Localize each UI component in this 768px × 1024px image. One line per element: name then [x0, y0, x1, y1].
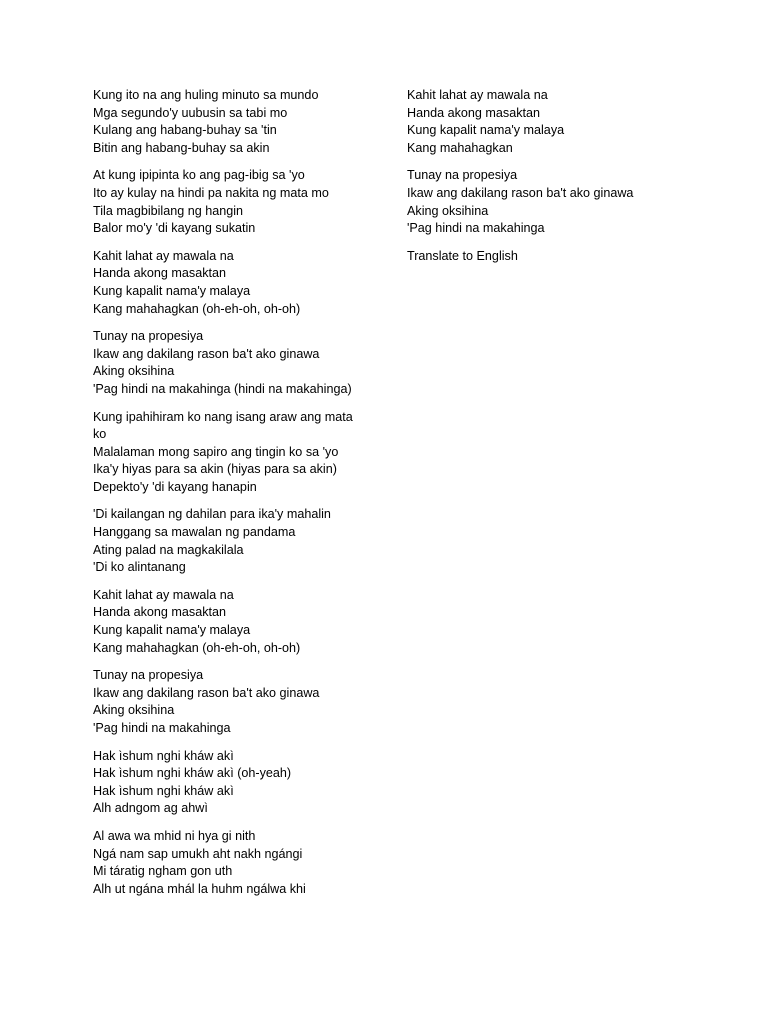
- text-line: Kahit lahat ay mawala na: [407, 88, 548, 102]
- stanza: [407, 87, 687, 157]
- text-line: Bitin ang habang-buhay sa akin: [93, 140, 270, 155]
- stanza: [93, 667, 368, 737]
- text-line: Ikaw ang dakilang rason ba't ako ginawa: [93, 346, 320, 361]
- text-line: Ikaw ang dakilang rason ba't ako ginawa: [407, 185, 634, 200]
- text-line: Kahit lahat ay mawala na: [93, 587, 234, 602]
- stanza: [93, 748, 368, 818]
- text-line: Ika'y hiyas para sa akin (hiyas para sa akin): [93, 462, 337, 477]
- text-line: 'Di kailangan ng dahilan para ika'y mahalin: [93, 507, 331, 522]
- text-line: Kung kapalit nama'y malaya: [93, 623, 251, 638]
- text-line: Hak ìshum nghi kháw akì: [93, 748, 234, 763]
- text-line: Malalaman mong sapiro ang tingin ko sa 'yo: [93, 444, 339, 459]
- text-line: Kang mahahagkan (oh-eh-oh, oh-oh): [93, 301, 301, 316]
- text-line: Kahit lahat ay mawala na: [93, 248, 234, 263]
- text-line: Kang mahahagkan: [407, 140, 513, 155]
- text-line: Kulang ang habang-buhay sa 'tin: [93, 123, 277, 138]
- stanza: [407, 248, 687, 266]
- stanza: [93, 506, 368, 576]
- text-line: Handa akong masaktan: [407, 105, 541, 120]
- text-line: Kung kapalit nama'y malaya: [407, 123, 565, 138]
- right-column: [407, 87, 687, 275]
- text-line: Alh adngom ag ahwì: [93, 801, 208, 816]
- text-line: Hanggang sa mawalan ng pandama: [93, 525, 296, 540]
- text-line: Kang mahahagkan (oh-eh-oh, oh-oh): [93, 640, 301, 655]
- text-line: Tunay na propesiya: [93, 329, 204, 344]
- text-line: Tila magbibilang ng hangin: [93, 203, 244, 218]
- text-line: Kung ipahihiram ko nang isang araw ang mata ko: [93, 409, 353, 442]
- text-line: Kung ito na ang huling minuto sa mundo: [93, 88, 319, 102]
- text-line: Mi táratig ngham gon uth: [93, 864, 233, 879]
- stanza: [407, 167, 687, 237]
- text-line: Aking oksihina: [93, 364, 175, 379]
- text-line: Al awa wa mhid ni hya gi nith: [93, 828, 256, 843]
- stanza: [93, 248, 368, 318]
- text-line: Tunay na propesiya: [407, 168, 518, 183]
- text-line: 'Pag hindi na makahinga: [93, 721, 231, 735]
- stanza: [93, 87, 368, 157]
- stanza: [93, 328, 368, 398]
- stanza: [93, 587, 368, 657]
- text-line: Ating palad na magkakilala: [93, 542, 244, 557]
- text-line: Translate to English: [407, 248, 518, 263]
- stanza: [93, 409, 368, 497]
- stanza: [93, 167, 368, 237]
- text-line: Ikaw ang dakilang rason ba't ako ginawa: [93, 685, 320, 700]
- text-line: At kung ipipinta ko ang pag-ibig sa 'yo: [93, 168, 305, 183]
- text-line: Alh ut ngána mhál la huhm ngálwa khi: [93, 881, 306, 896]
- text-line: 'Pag hindi na makahinga: [407, 221, 545, 236]
- text-line: Balor mo'y 'di kayang sukatin: [93, 221, 256, 236]
- text-line: Aking oksihina: [407, 203, 489, 218]
- text-line: Hak ìshum nghi kháw akì: [93, 783, 234, 798]
- text-line: Ngá nam sap umukh aht nakh ngángi: [93, 846, 303, 861]
- stanza: [93, 828, 368, 898]
- text-line: Tunay na propesiya: [93, 668, 204, 683]
- text-line: Ito ay kulay na hindi pa nakita ng mata mo: [93, 185, 329, 200]
- text-line: Handa akong masaktan: [93, 605, 227, 620]
- left-column: [93, 87, 368, 908]
- text-line: Aking oksihina: [93, 703, 175, 718]
- text-line: 'Pag hindi na makahinga (hindi na makahinga): [93, 381, 352, 396]
- text-line: Depekto'y 'di kayang hanapin: [93, 479, 257, 494]
- text-line: Kung kapalit nama'y malaya: [93, 283, 251, 298]
- text-line: Hak ìshum nghi kháw akì (oh-yeah): [93, 766, 292, 781]
- text-line: 'Di ko alintanang: [93, 560, 186, 575]
- text-line: Mga segundo'y uubusin sa tabi mo: [93, 105, 288, 120]
- text-line: Handa akong masaktan: [93, 266, 227, 281]
